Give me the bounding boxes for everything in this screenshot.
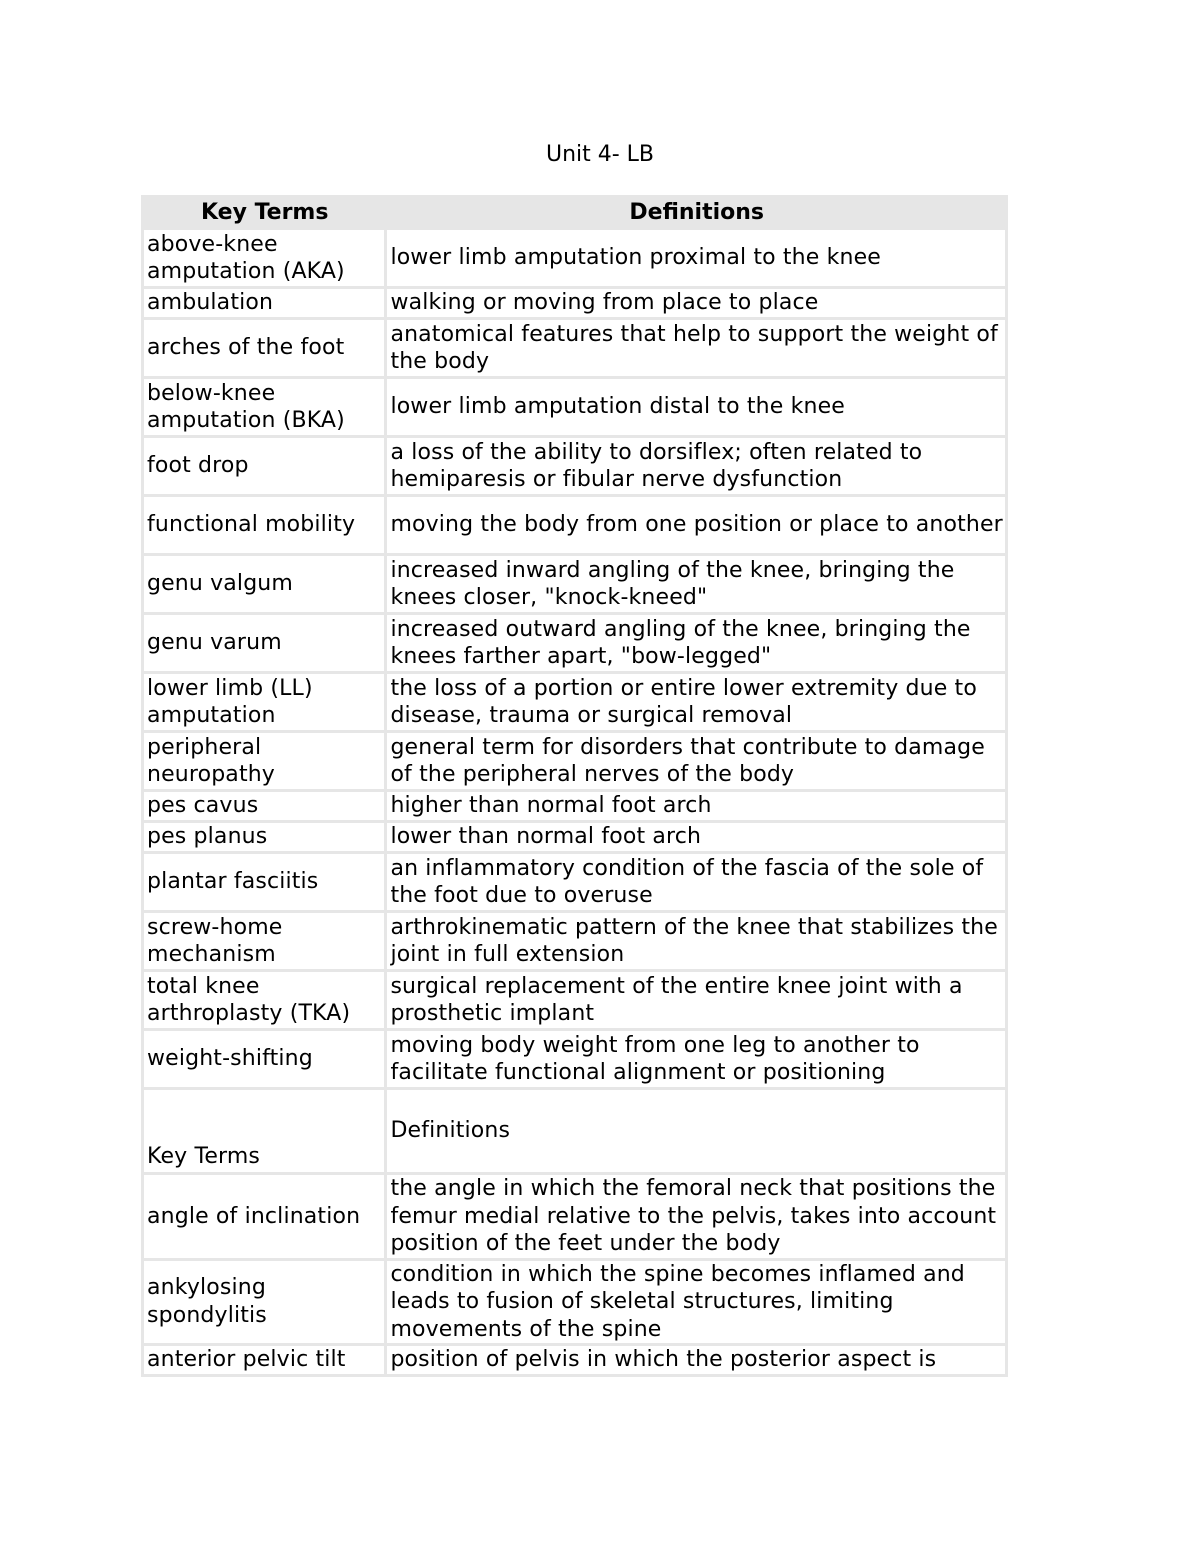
term-cell: weight-shifting bbox=[144, 1031, 387, 1090]
definition-cell: an inflammatory condition of the fascia of the sole of the foot due to overuse bbox=[387, 854, 1008, 913]
table-row bbox=[144, 615, 1008, 674]
table-row bbox=[144, 1175, 1008, 1261]
table-row bbox=[144, 972, 1008, 1031]
term-cell: foot drop bbox=[144, 438, 387, 497]
definition-cell: surgical replacement of the entire knee joint with a prosthetic implant bbox=[387, 972, 1008, 1031]
table-subheader-row bbox=[144, 1090, 1008, 1175]
table-row bbox=[144, 823, 1008, 854]
definition-cell: moving the body from one position or place to another bbox=[387, 497, 1008, 556]
table-body bbox=[144, 230, 1008, 1377]
term-cell: plantar fasciitis bbox=[144, 854, 387, 913]
column-header-term: Key Terms bbox=[144, 198, 387, 230]
term-cell: functional mobility bbox=[144, 497, 387, 556]
definition-cell: general term for disorders that contribute to damage of the peripheral nerves of the body bbox=[387, 733, 1008, 792]
definition-cell: a loss of the ability to dorsiflex; often related to hemiparesis or fibular nerve dysfunction bbox=[387, 438, 1008, 497]
term-cell: peripheral neuropathy bbox=[144, 733, 387, 792]
table-row bbox=[144, 854, 1008, 913]
term-cell: ambulation bbox=[144, 289, 387, 320]
definition-cell: higher than normal foot arch bbox=[387, 792, 1008, 823]
definition-cell: arthrokinematic pattern of the knee that stabilizes the joint in full extension bbox=[387, 913, 1008, 972]
definition-cell: increased outward angling of the knee, bringing the knees farther apart, "bow-legged" bbox=[387, 615, 1008, 674]
definition-cell: walking or moving from place to place bbox=[387, 289, 1008, 320]
table-row bbox=[144, 230, 1008, 289]
table-header-row bbox=[144, 198, 1008, 230]
page-title: Unit 4- LB bbox=[545, 142, 655, 167]
definition-cell: lower limb amputation proximal to the knee bbox=[387, 230, 1008, 289]
table-row bbox=[144, 1261, 1008, 1347]
term-cell: Key Terms bbox=[144, 1090, 387, 1175]
definition-cell: position of pelvis in which the posterior aspect is bbox=[387, 1346, 1008, 1377]
term-cell: angle of inclination bbox=[144, 1175, 387, 1261]
definition-cell: lower limb amputation distal to the knee bbox=[387, 379, 1008, 438]
term-cell: ankylosing spondylitis bbox=[144, 1261, 387, 1347]
table-row bbox=[144, 556, 1008, 615]
term-cell: total knee arthroplasty (TKA) bbox=[144, 972, 387, 1031]
table-row bbox=[144, 1031, 1008, 1090]
table-row bbox=[144, 320, 1008, 379]
table-row bbox=[144, 792, 1008, 823]
definition-cell: condition in which the spine becomes inflamed and leads to fusion of skeletal structures, limiting movements of the spine bbox=[387, 1261, 1008, 1347]
table-row bbox=[144, 913, 1008, 972]
table-row bbox=[144, 289, 1008, 320]
table-row bbox=[144, 1346, 1008, 1377]
term-cell: pes cavus bbox=[144, 792, 387, 823]
term-cell: above-knee amputation (AKA) bbox=[144, 230, 387, 289]
definition-cell: lower than normal foot arch bbox=[387, 823, 1008, 854]
term-cell: anterior pelvic tilt bbox=[144, 1346, 387, 1377]
term-cell: screw-home mechanism bbox=[144, 913, 387, 972]
table-row bbox=[144, 379, 1008, 438]
term-cell: lower limb (LL) amputation bbox=[144, 674, 387, 733]
key-terms-table bbox=[141, 195, 1008, 1377]
definition-cell: anatomical features that help to support the weight of the body bbox=[387, 320, 1008, 379]
definition-cell: the loss of a portion or entire lower extremity due to disease, trauma or surgical removal bbox=[387, 674, 1008, 733]
term-cell: genu valgum bbox=[144, 556, 387, 615]
term-cell: arches of the foot bbox=[144, 320, 387, 379]
term-cell: genu varum bbox=[144, 615, 387, 674]
table-row bbox=[144, 497, 1008, 556]
table-row bbox=[144, 438, 1008, 497]
definition-cell: Definitions bbox=[387, 1090, 1008, 1175]
definition-cell: increased inward angling of the knee, bringing the knees closer, "knock-kneed" bbox=[387, 556, 1008, 615]
table-row bbox=[144, 733, 1008, 792]
table-row bbox=[144, 674, 1008, 733]
term-cell: pes planus bbox=[144, 823, 387, 854]
definition-cell: the angle in which the femoral neck that positions the femur medial relative to the pelvis, takes into account position of the feet under the body bbox=[387, 1175, 1008, 1261]
definition-cell: moving body weight from one leg to another to facilitate functional alignment or positioning bbox=[387, 1031, 1008, 1090]
term-cell: below-knee amputation (BKA) bbox=[144, 379, 387, 438]
column-header-definition: Definitions bbox=[387, 198, 1008, 230]
